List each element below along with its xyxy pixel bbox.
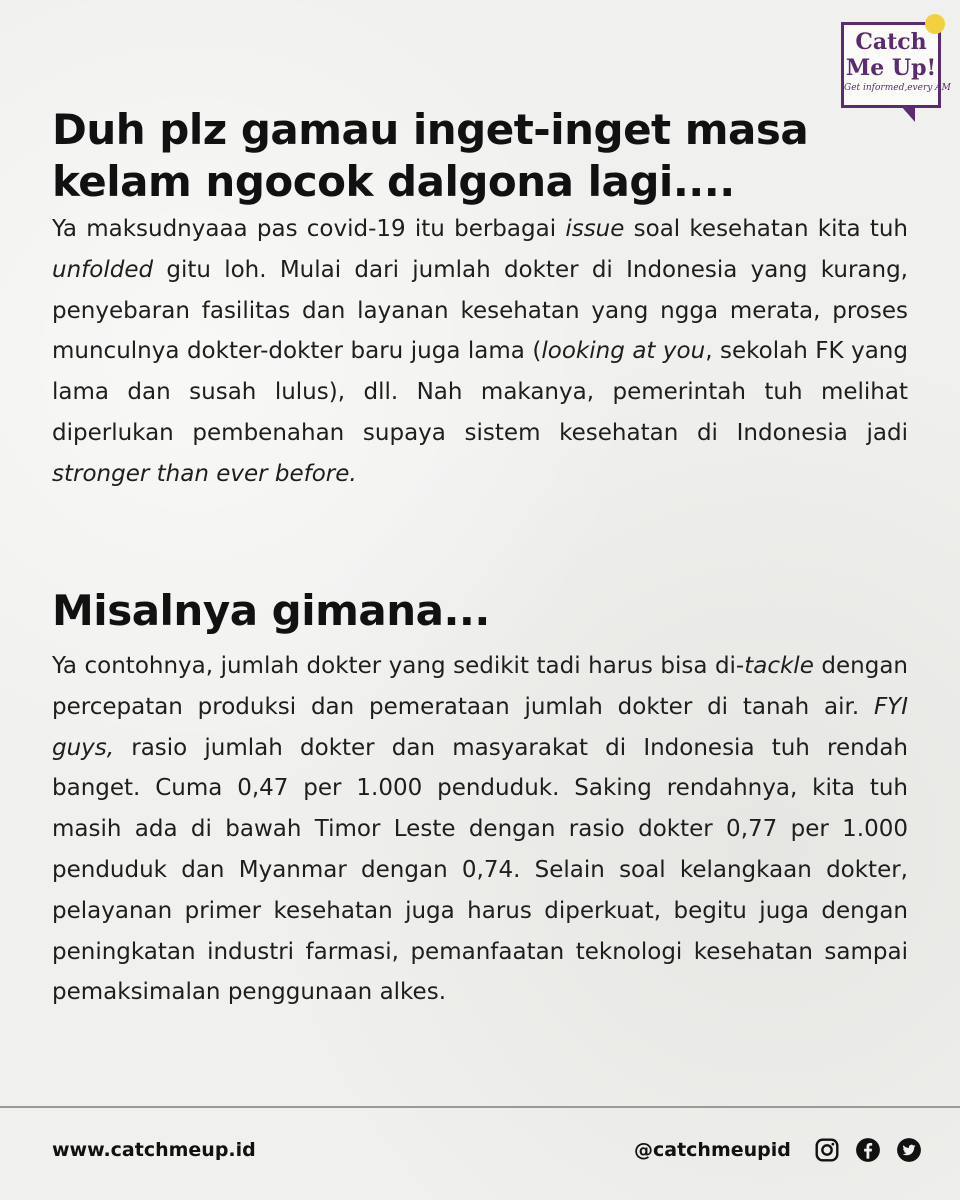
italic-text-run: looking at you	[541, 338, 706, 365]
social-handle: @catchmeupid	[634, 1139, 791, 1161]
logo-speech-bubble	[841, 22, 951, 108]
facebook-icon[interactable]	[855, 1137, 881, 1163]
logo-text-line2: Me Up!	[845, 55, 937, 81]
text-run: rasio jumlah dokter dan masyarakat di Indonesia tuh rendah banget. Cuma 0,47 per 1.000 penduduk. Saking rendahnya, kita tuh masih ada di bawah Timor Leste dengan rasio dokter 0,77 per 1.000 penduduk dan Myanmar dengan 0,74. Selain soal kelangkaan dokter, pelayanan primer kesehatan juga harus diperkuat, begitu juga dengan peningkatan industri farmasi, pemanfaatan teknologi kesehatan sampai pemaksimalan penggunaan alkes.	[52, 734, 908, 1006]
text-run: soal kesehatan kita tuh	[624, 216, 909, 242]
section2-paragraph	[52, 646, 908, 1013]
italic-text-run: issue	[565, 216, 625, 242]
website-link[interactable]: www.catchmeup.id	[52, 1139, 256, 1161]
text-run: dengan percepatan produksi dan pemerataan jumlah dokter di tanah air.	[52, 653, 908, 720]
twitter-icon[interactable]	[896, 1137, 922, 1163]
instagram-icon[interactable]	[814, 1137, 840, 1163]
text-run: , sekolah FK yang lama dan susah lulus), dll. Nah makanya, pemerintah tuh melihat diperlukan pembenahan supaya sistem kesehatan di Indonesia jadi	[52, 338, 908, 446]
text-run: Ya maksudnyaaa pas covid-19 itu berbagai	[52, 216, 566, 242]
section1-heading: Duh plz gamau inget-inget masa kelam ngocok dalgona lagi....	[52, 105, 809, 206]
text-run: Ya contohnya, jumlah dokter yang sedikit tadi harus bisa di-	[52, 653, 745, 679]
logo-bubble-tail	[901, 106, 915, 122]
logo-tagline: Get informed,every AM	[844, 83, 951, 93]
logo-text-line1: Catch	[855, 29, 927, 55]
italic-text-run: stronger than ever before.	[52, 460, 357, 487]
text-run: gitu loh. Mulai dari jumlah dokter di Indonesia yang kurang, penyebaran fasilitas dan layanan kesehatan yang ngga merata, proses munculnya dokter-dokter baru juga lama (	[52, 256, 908, 365]
section1-paragraph	[52, 209, 908, 495]
italic-text-run: tackle	[744, 653, 814, 679]
italic-text-run: FYI guys,	[52, 693, 908, 761]
section2-heading: Misalnya gimana...	[52, 586, 490, 635]
logo-yellow-dot	[925, 14, 945, 34]
italic-text-run: unfolded	[52, 256, 154, 283]
footer-divider	[0, 1106, 960, 1108]
